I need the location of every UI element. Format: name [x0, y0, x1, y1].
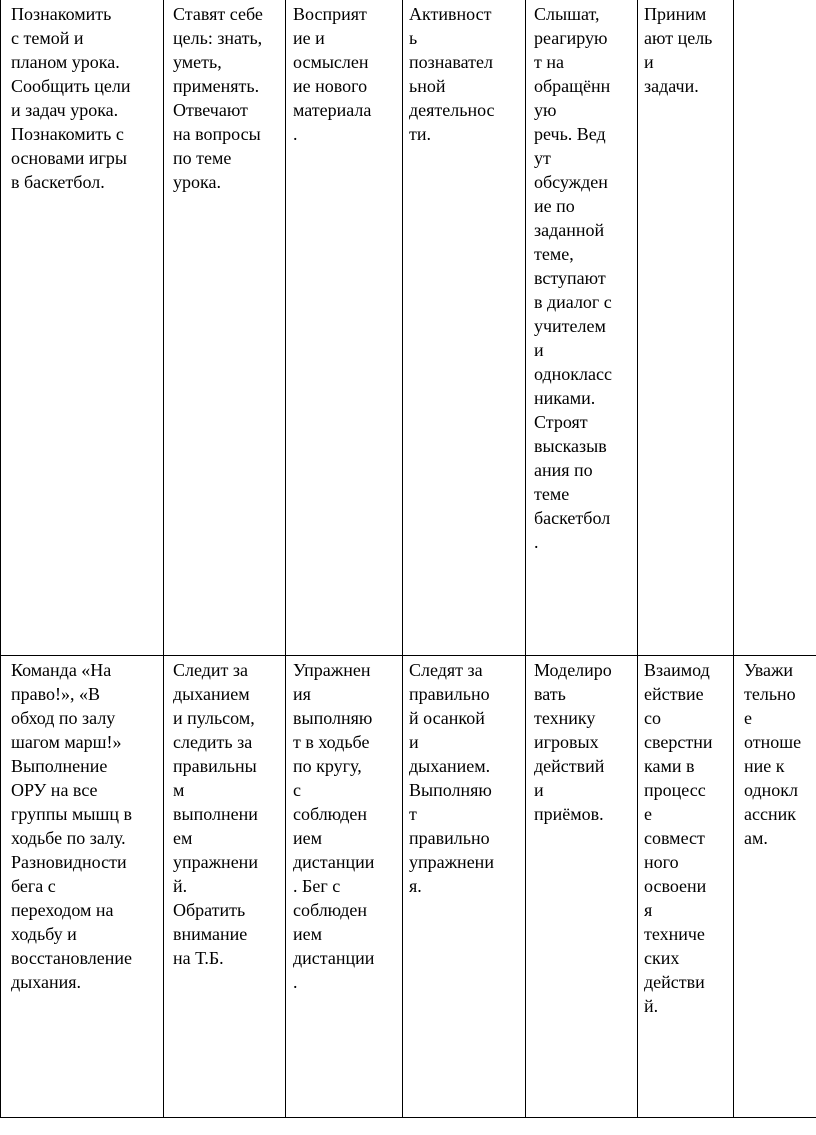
- table-cell: [526, 656, 638, 1118]
- table-cell: [638, 656, 734, 1118]
- table-cell: [164, 0, 286, 656]
- table-cell: [526, 0, 638, 656]
- table-cell: [164, 656, 286, 1118]
- cell-text: Приним ают цель и задачи.: [644, 4, 713, 96]
- cell-text: Моделиро вать технику игровых действий и приёмов.: [534, 660, 612, 824]
- cell-text: Слышат, реагирую т на обращённ ую речь. Вед ут обсужден ие по заданной теме, вступают в диалог с учителем и однокласс никами. Строят высказыв ания по теме баскетбол .: [534, 4, 612, 552]
- table-cell: [1, 0, 164, 656]
- table-cell: [734, 0, 816, 656]
- cell-text: Команда «На право!», «В обход по залу шагом марш!» Выполнение ОРУ на все группы мышц в ходьбе по залу. Разновидности бега с переходом на ходьбу и восстановление дыхания.: [11, 660, 132, 992]
- cell-text: Восприят ие и осмыслен ие нового материала .: [293, 4, 372, 144]
- table-cell: [1, 656, 164, 1118]
- cell-text: Упражнен ия выполняю т в ходьбе по кругу, с соблюден ием дистанции . Бег с соблюден ием дистанции .: [293, 660, 375, 992]
- cell-text: Ставят себе цель: знать, уметь, применять. Отвечают на вопросы по теме урока.: [173, 4, 263, 192]
- cell-text: Активност ь познавател ьной деятельнос ти.: [409, 4, 495, 144]
- table-cell: [286, 656, 403, 1118]
- table-cell: [403, 656, 526, 1118]
- table-row: [1, 656, 816, 1118]
- table-cell: [286, 0, 403, 656]
- cell-text: Следят за правильно й осанкой и дыханием. Выполняю т правильно упражнени я.: [409, 660, 494, 896]
- cell-text: Уважи тельно е отноше ние к однокл ассник ам.: [744, 660, 802, 848]
- cell-text: Взаимод ействие со сверстни ками в процесс е совмест ного освоени я техниче ских действи й.: [644, 660, 713, 1016]
- table-cell: [403, 0, 526, 656]
- table-cell: [638, 0, 734, 656]
- cell-text: Следит за дыханием и пульсом, следить за правильны м выполнени ем упражнени й. Обратить внимание на Т.Б.: [173, 660, 258, 968]
- cell-text: Познакомить с темой и планом урока. Сообщить цели и задач урока. Познакомить с основами игры в баскетбол.: [11, 4, 131, 192]
- table-row: [1, 0, 816, 656]
- table-cell: [734, 656, 816, 1118]
